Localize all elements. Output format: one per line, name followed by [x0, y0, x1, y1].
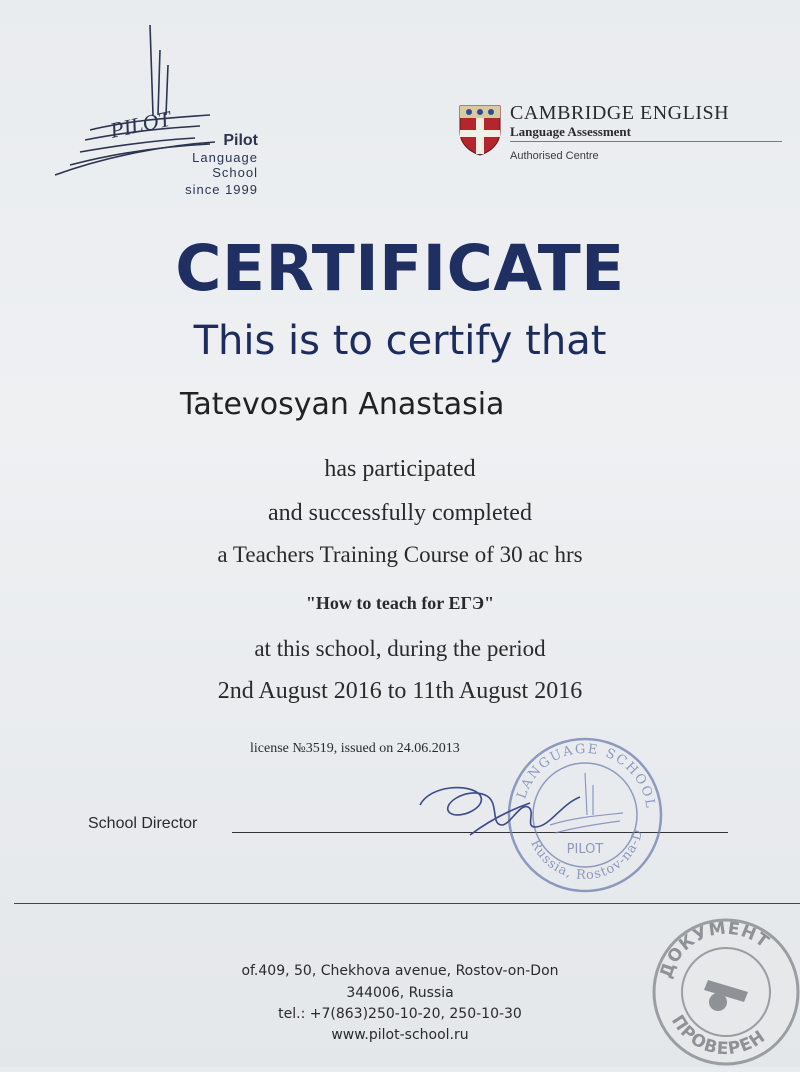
cambridge-shield-icon: [458, 104, 502, 156]
svg-text:LANGUAGE SCHOOL: LANGUAGE SCHOOL: [514, 741, 658, 811]
recipient-name: Tatevosyan Anastasia: [180, 387, 505, 422]
period-intro-line: at this school, during the period: [254, 636, 546, 661]
svg-text:PILOT: PILOT: [566, 842, 604, 857]
svg-text:Russia, Rostov-na-D: Russia, Rostov-na-D: [527, 827, 647, 884]
pilot-logo: [50, 20, 270, 205]
logo-since: since 1999: [185, 182, 258, 197]
cambridge-subtitle: Language Assessment: [510, 124, 631, 139]
cambridge-logo: [458, 100, 788, 170]
certificate-title: CERTIFICATE: [175, 232, 625, 305]
participated-line: has participated: [324, 456, 476, 482]
footer-divider: [14, 903, 800, 904]
footer-address-line2: 344006, Russia: [346, 985, 454, 1001]
logo-brand: Pilot: [223, 132, 258, 149]
cambridge-title: CAMBRIDGE ENGLISH: [510, 102, 730, 124]
footer-website: www.pilot-school.ru: [331, 1027, 469, 1043]
footer-phone: tel.: +7(863)250-10-20, 250-10-30: [278, 1006, 522, 1022]
svg-text:ПРОВЕРЕН: ПРОВЕРЕН: [667, 1011, 770, 1060]
license-info: license №3519, issued on 24.06.2013: [250, 741, 460, 756]
director-signature: [410, 765, 590, 845]
course-title: "How to teach for ЕГЭ": [305, 593, 495, 613]
period-dates: 2nd August 2016 to 11th August 2016: [217, 678, 583, 704]
certificate-subtitle: This is to certify that: [193, 318, 607, 364]
course-hours-line: a Teachers Training Course of 30 ac hrs: [217, 542, 583, 567]
svg-text:ДОКУМЕНТ: ДОКУМЕНТ: [656, 918, 774, 982]
footer-address-line1: of.409, 50, Chekhova avenue, Rostov-on-Don: [241, 963, 559, 979]
svg-text:PILOT: PILOT: [107, 105, 173, 143]
director-label: School Director: [88, 815, 198, 832]
cambridge-authorised: Authorised Centre: [510, 150, 599, 162]
cambridge-divider: [510, 141, 782, 142]
completed-line: and successfully completed: [268, 500, 532, 526]
verified-document-stamp: [648, 910, 800, 1067]
logo-line2: School: [212, 165, 258, 180]
logo-line1: Language: [192, 150, 258, 165]
